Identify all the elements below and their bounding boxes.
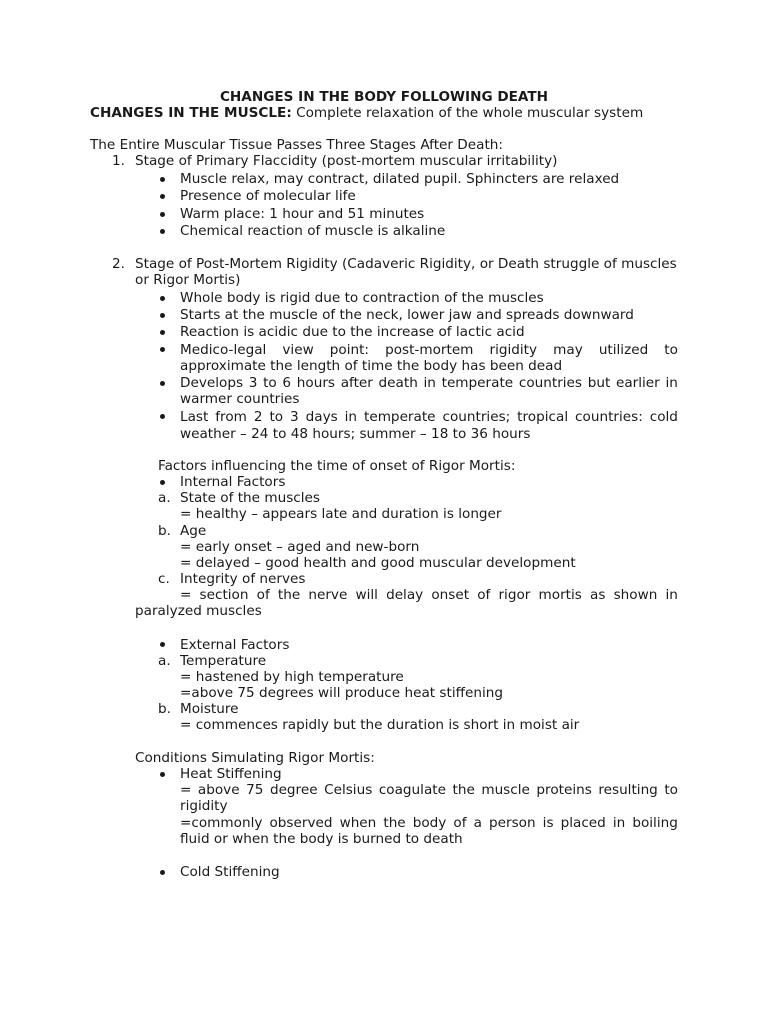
justified-word: but bbox=[587, 375, 611, 391]
justified-word: of bbox=[256, 587, 270, 603]
list-marker: c. bbox=[158, 571, 170, 587]
justified-word: hours bbox=[296, 375, 335, 391]
bullet-dot bbox=[160, 414, 165, 419]
list-marker: b. bbox=[158, 701, 171, 717]
justified-word: the bbox=[383, 815, 406, 831]
condition-note-continuation: rigidity bbox=[180, 798, 228, 814]
justified-word: in bbox=[423, 375, 436, 391]
justified-word: in bbox=[665, 375, 678, 391]
factor-item: Age bbox=[180, 523, 207, 539]
justified-word: 75 bbox=[246, 782, 264, 798]
factors-heading: Factors influencing the time of onset of Rigor Mortis: bbox=[158, 458, 516, 474]
justified-word: from bbox=[215, 409, 247, 425]
factor-note: = healthy – appears late and duration is longer bbox=[180, 506, 502, 522]
justified-word: to bbox=[263, 375, 277, 391]
stage-2-item: Starts at the muscle of the neck, lower jaw and spreads downward bbox=[180, 307, 634, 323]
justified-word: 3 bbox=[248, 375, 258, 391]
stage-1-item: Presence of molecular life bbox=[180, 188, 356, 204]
stage-1-number: 1. bbox=[112, 153, 125, 169]
bullet-dot bbox=[160, 296, 165, 301]
factor-note: = early onset – aged and new-born bbox=[180, 539, 420, 555]
stage-2-title-line2: or Rigor Mortis) bbox=[135, 272, 241, 288]
justified-word: Celsius bbox=[324, 782, 373, 798]
intro-text: The Entire Muscular Tissue Passes Three Stages After Death: bbox=[90, 137, 503, 153]
justified-word: in bbox=[344, 409, 358, 425]
stage-1-item: Warm place: 1 hour and 51 minutes bbox=[180, 206, 425, 222]
justified-word: temperate bbox=[441, 375, 514, 391]
bullet-dot bbox=[160, 177, 165, 182]
justified-word: to bbox=[269, 409, 284, 425]
justified-word: earlier bbox=[615, 375, 660, 391]
justified-word: 6 bbox=[282, 375, 292, 391]
justified-word: death bbox=[378, 375, 418, 391]
list-marker: a. bbox=[158, 653, 171, 669]
condition-note-continuation: fluid or when the body is burned to death bbox=[180, 831, 463, 847]
condition-note-justified bbox=[180, 782, 678, 798]
condition-item: Heat Stiffening bbox=[180, 766, 282, 782]
justified-word: after bbox=[340, 375, 373, 391]
stage-1-item: Chemical reaction of muscle is alkaline bbox=[180, 223, 446, 239]
factor-item: Integrity of nerves bbox=[180, 571, 306, 587]
justified-word: person bbox=[489, 815, 536, 831]
justified-word: of bbox=[453, 815, 467, 831]
justified-word: shown bbox=[613, 587, 658, 603]
factor-item: Temperature bbox=[180, 653, 267, 669]
justified-word: will bbox=[355, 587, 378, 603]
muscle-section-description: Complete relaxation of the whole muscular system bbox=[296, 105, 644, 121]
document-title: CHANGES IN THE BODY FOLLOWING DEATH bbox=[219, 89, 549, 105]
condition-item: Cold Stiffening bbox=[180, 864, 280, 880]
justified-word: post-mortem bbox=[385, 342, 474, 358]
justified-word: Develops bbox=[180, 375, 244, 391]
bullet-dot bbox=[160, 480, 165, 485]
stage-2-item-justified bbox=[180, 409, 678, 425]
justified-word: mortis bbox=[538, 587, 582, 603]
bullet-dot bbox=[160, 870, 165, 875]
bullet-dot bbox=[160, 381, 165, 386]
justified-word: = bbox=[180, 782, 192, 798]
justified-word: countries: bbox=[575, 409, 643, 425]
justified-word: in bbox=[665, 587, 678, 603]
justified-word: muscle bbox=[481, 782, 530, 798]
list-marker: a. bbox=[158, 490, 171, 506]
justified-word: rigidity bbox=[489, 342, 538, 358]
bullet-dot bbox=[160, 194, 165, 199]
justified-word: days bbox=[305, 409, 338, 425]
factor-item: State of the muscles bbox=[180, 490, 320, 506]
justified-word: to bbox=[664, 342, 678, 358]
justified-word: of bbox=[477, 587, 491, 603]
justified-word: resulting bbox=[598, 782, 658, 798]
justified-word: point: bbox=[329, 342, 370, 358]
muscle-section-heading: CHANGES IN THE MUSCLE: bbox=[90, 105, 292, 121]
justified-word: delay bbox=[386, 587, 424, 603]
factor-note: = commences rapidly but the duration is short in moist air bbox=[180, 717, 580, 733]
justified-word: proteins bbox=[536, 782, 592, 798]
justified-word: rigor bbox=[498, 587, 531, 603]
justified-word: countries; bbox=[442, 409, 511, 425]
bullet-dot bbox=[160, 642, 165, 647]
bullet-dot bbox=[160, 212, 165, 217]
bullet-dot bbox=[160, 772, 165, 777]
stage-1-item: Muscle relax, may contract, dilated pupil. Sphincters are relaxed bbox=[180, 171, 620, 187]
stage-2-item-justified bbox=[180, 342, 678, 358]
justified-word: cold bbox=[649, 409, 678, 425]
list-marker: b. bbox=[158, 523, 171, 539]
justified-word: section bbox=[199, 587, 249, 603]
justified-word: 2 bbox=[253, 409, 263, 425]
justified-word: above bbox=[197, 782, 240, 798]
stage-2-item-continuation: warmer countries bbox=[180, 391, 300, 407]
justified-word: view bbox=[282, 342, 314, 358]
justified-word: boiling bbox=[632, 815, 678, 831]
stage-2-item-justified bbox=[180, 375, 678, 391]
justified-word: the bbox=[277, 587, 301, 603]
stage-1-title: Stage of Primary Flaccidity (post-mortem muscular irritability) bbox=[135, 153, 558, 169]
justified-word: =commonly bbox=[180, 815, 263, 831]
justified-word: body bbox=[412, 815, 447, 831]
factor-note-justified bbox=[180, 587, 678, 603]
justified-word: placed bbox=[560, 815, 606, 831]
justified-word: Last bbox=[180, 409, 209, 425]
factor-note: =above 75 degrees will produce heat stiffening bbox=[180, 685, 503, 701]
justified-word: is bbox=[542, 815, 554, 831]
condition-note-justified bbox=[180, 815, 678, 831]
stage-2-item: Reaction is acidic due to the increase of lactic acid bbox=[180, 324, 525, 340]
justified-word: observed bbox=[269, 815, 333, 831]
external-factors-label: External Factors bbox=[180, 637, 290, 653]
stage-2-item-continuation: approximate the length of time the body has been dead bbox=[180, 358, 563, 374]
stage-2-item-continuation: weather – 24 to 48 hours; summer – 18 to 36 hours bbox=[180, 426, 531, 442]
bullet-dot bbox=[160, 229, 165, 234]
internal-factors-label: Internal Factors bbox=[180, 474, 286, 490]
conditions-heading: Conditions Simulating Rigor Mortis: bbox=[135, 750, 375, 766]
bullet-dot bbox=[160, 330, 165, 335]
justified-word: tropical bbox=[517, 409, 569, 425]
factor-note: = delayed – good health and good muscular development bbox=[180, 555, 576, 571]
stage-2-item: Whole body is rigid due to contraction of the muscles bbox=[180, 290, 544, 306]
stage-2-number: 2. bbox=[112, 256, 125, 272]
justified-word: Medico-legal bbox=[180, 342, 267, 358]
factor-note-continuation: paralyzed muscles bbox=[135, 603, 262, 619]
justified-word: the bbox=[452, 782, 475, 798]
justified-word: 3 bbox=[290, 409, 299, 425]
justified-word: degree bbox=[269, 782, 318, 798]
justified-word: to bbox=[664, 782, 678, 798]
factor-note: = hastened by high temperature bbox=[180, 669, 404, 685]
bullet-dot bbox=[160, 313, 165, 318]
justified-word: may bbox=[553, 342, 583, 358]
justified-word: a bbox=[473, 815, 482, 831]
justified-word: as bbox=[590, 587, 606, 603]
justified-word: in bbox=[612, 815, 626, 831]
bullet-dot bbox=[160, 347, 165, 352]
justified-word: nerve bbox=[308, 587, 348, 603]
justified-word: onset bbox=[431, 587, 470, 603]
justified-word: when bbox=[339, 815, 377, 831]
stage-2-title-line1: Stage of Post-Mortem Rigidity (Cadaveric Rigidity, or Death struggle of muscles bbox=[135, 256, 677, 272]
justified-word: = bbox=[180, 587, 192, 603]
factor-item: Moisture bbox=[180, 701, 239, 717]
justified-word: countries bbox=[518, 375, 583, 391]
justified-word: temperate bbox=[364, 409, 436, 425]
justified-word: coagulate bbox=[378, 782, 446, 798]
justified-word: utilized bbox=[598, 342, 649, 358]
muscle-section-line bbox=[90, 105, 643, 121]
